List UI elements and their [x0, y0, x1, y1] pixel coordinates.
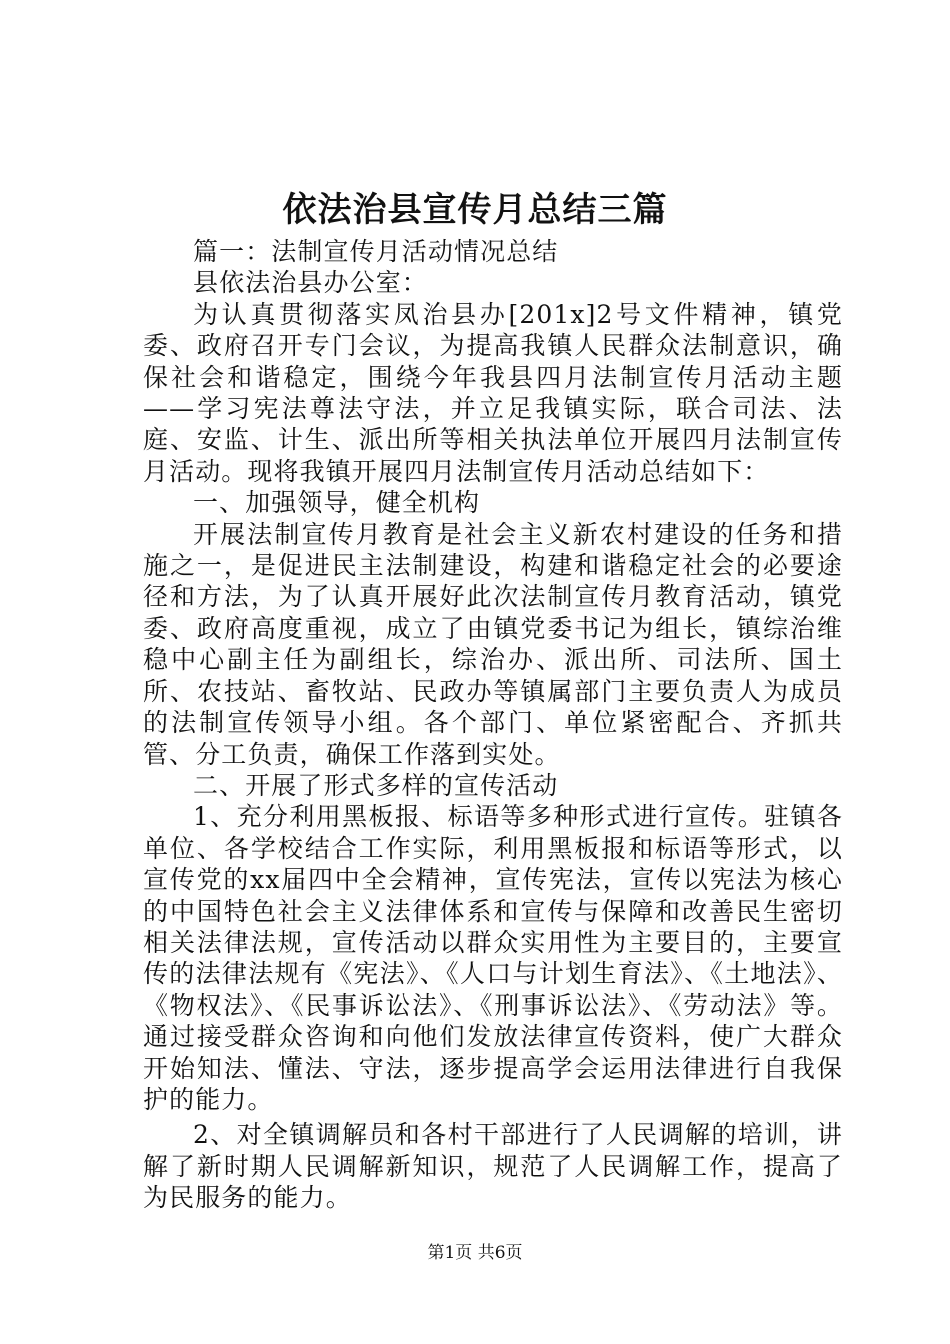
intro-paragraph: 为认真贯彻落实凤治县办[201x]2号文件精神，镇党委、政府召开专门会议，为提高我镇人民群众法制意识，确保社会和谐稳定，围绕今年我县四月法制宣传月活动主题——学习宪法尊法守法，并立足我镇实际，联合司法、法庭、安监、计生、派出所等相关执法单位开展四月法制宣传月活动。现将我镇开展四月法制宣传月活动总结如下： [143, 299, 843, 486]
document-body [143, 236, 843, 1214]
paragraph-item-2: 2、对全镇调解员和各村干部进行了人民调解的培训，讲解了新时期人民调解新知识，规范了人民调解工作，提高了为民服务的能力。 [143, 1120, 843, 1213]
paragraph-item-1: 1、充分利用黑板报、标语等多种形式进行宣传。驻镇各单位、各学校结合工作实际，利用黑板报和标语等形式，以宣传党的xx届四中全会精神，宣传宪法，宣传以宪法为核心的中国特色社会主义法律体系和宣传与保障和改善民生密切相关法律法规，宣传活动以群众实用性为主要目的，主要宣传的法律法规有《宪法》、《人口与计划生育法》、《土地法》、《物权法》、《民事诉讼法》、《刑事诉讼法》、《劳动法》等。通过接受群众咨询和向他们发放法律宣传资料，使广大群众开始知法、懂法、守法，逐步提高学会运用法律进行自我保护的能力。 [143, 802, 843, 1114]
document-title: 依法治县宣传月总结三篇 [282, 190, 668, 230]
paragraph-leadership: 开展法制宣传月教育是社会主义新农村建设的任务和措施之一，是促进民主法制建设，构建和谐稳定社会的必要途径和方法，为了认真开展好此次法制宣传月教育活动，镇党委、政府高度重视，成立了由镇党委书记为组长，镇综治维稳中心副主任为副组长，综治办、派出所、司法所、国土所、农技站、畜牧站、民政办等镇属部门主要负责人为成员的法制宣传领导小组。各个部门、单位紧密配合、齐抓共管、分工负责，确保工作落到实处。 [143, 519, 843, 769]
addressee-line: 县依法治县办公室： [193, 268, 428, 298]
subheading-1: 一、加强领导，健全机构 [193, 488, 481, 518]
subheading-2: 二、开展了形式多样的宣传活动 [193, 770, 559, 800]
page-number-footer: 第1页 共6页 [427, 1243, 523, 1263]
section-heading: 篇一：法制宣传月活动情况总结 [193, 237, 559, 266]
